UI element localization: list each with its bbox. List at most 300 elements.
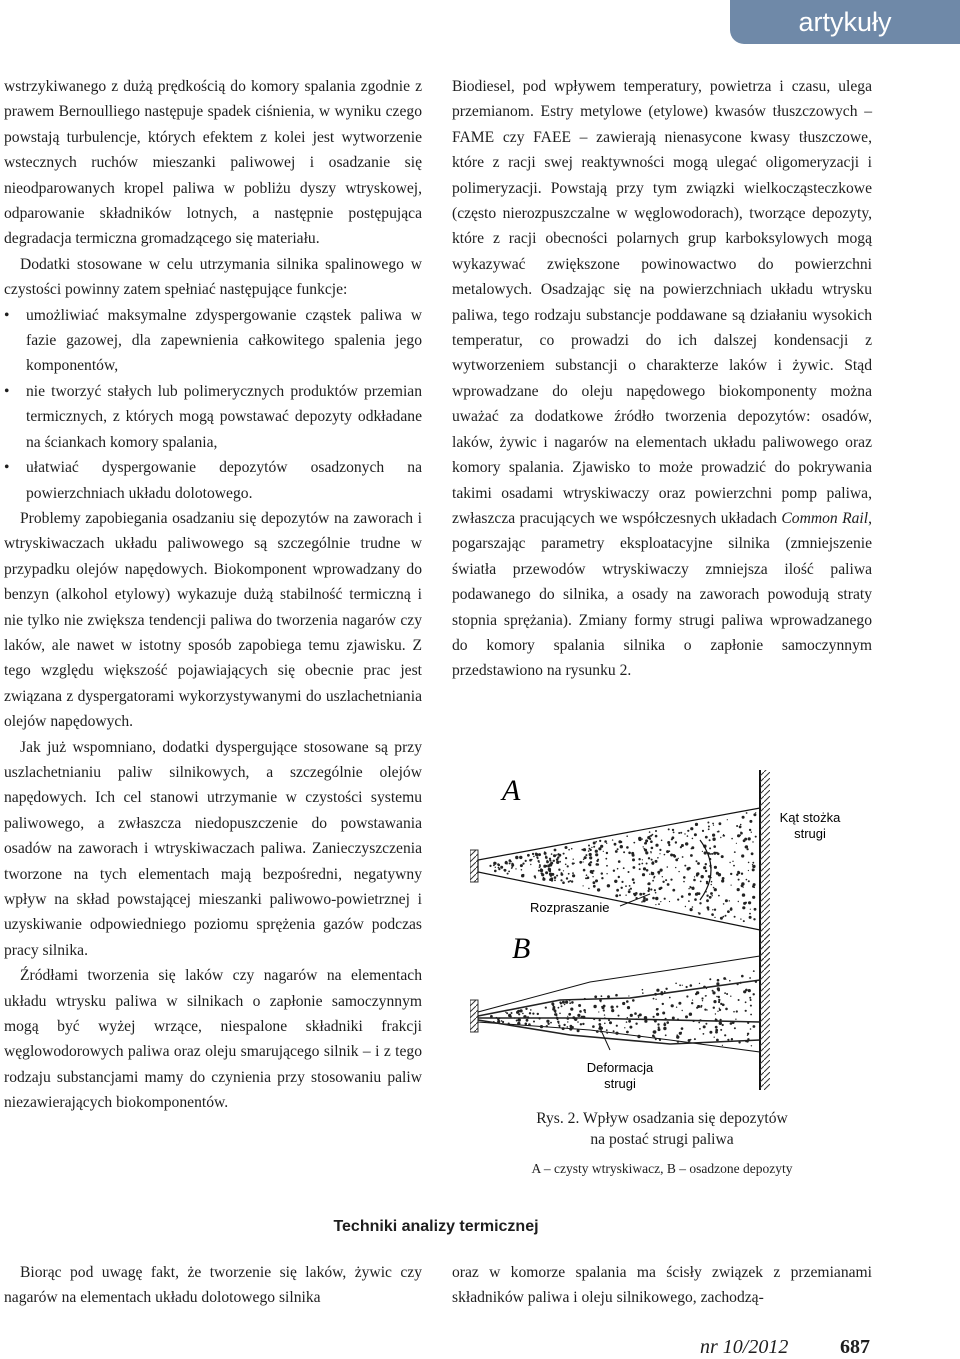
droplet (571, 1001, 574, 1004)
droplet (717, 853, 720, 856)
droplet (717, 1011, 718, 1012)
droplet (747, 1022, 749, 1024)
droplet (569, 1002, 571, 1004)
droplet (731, 838, 733, 840)
droplet (529, 859, 532, 862)
droplet (716, 982, 719, 985)
droplet (669, 997, 671, 999)
droplet (749, 997, 751, 999)
droplet (741, 873, 743, 875)
label-b: B (512, 932, 531, 965)
droplet (655, 897, 658, 900)
droplet (643, 848, 645, 850)
droplet (594, 995, 597, 998)
droplet (736, 825, 738, 827)
droplet (562, 881, 565, 884)
droplet (749, 977, 751, 979)
droplet (606, 852, 608, 854)
droplet (729, 862, 730, 863)
droplet (751, 852, 754, 855)
droplet (592, 1025, 595, 1028)
paragraph: Problemy zapobiegania osadzaniu się depozytów na zaworach i wtryskiwaczach układu paliwowego są szczególnie trudne w przypadku olejów napędowych. Biokomponent wprowadzany do benzyn (alkohol etylowy) wykazuje dużą stabilność termiczną i nie tylko nie zwiększa tendencji paliwa do tworzenia nagarów czy laków, ale nawet w istotny sposób zapobiega temu zjawisku. Z tego względu większość pojawiających się obecnie prac jest związana z dyspergatorami wykorzystywanymi do uszlachetniania olejów napędowych. (4, 509, 422, 731)
droplet (547, 865, 550, 868)
droplet (659, 853, 660, 854)
droplet (690, 886, 692, 888)
droplet (657, 1023, 659, 1025)
droplet (705, 863, 707, 865)
droplet (593, 842, 596, 845)
droplet (741, 884, 744, 887)
droplet (686, 986, 688, 988)
droplet (563, 870, 564, 871)
droplet (554, 849, 557, 852)
droplet (662, 1012, 665, 1015)
droplet (591, 847, 592, 848)
droplet (684, 865, 686, 867)
droplet (676, 1007, 677, 1008)
droplet (645, 899, 647, 901)
droplet (749, 913, 751, 915)
droplet (626, 1031, 629, 1034)
droplet (655, 1038, 657, 1040)
droplet (595, 879, 598, 882)
droplet (489, 865, 491, 867)
droplet (744, 838, 747, 841)
droplet (493, 864, 495, 866)
droplet (652, 862, 654, 864)
droplet (738, 879, 740, 881)
droplet (746, 879, 748, 881)
droplet (628, 1020, 631, 1023)
droplet (566, 877, 568, 879)
droplet (516, 1020, 518, 1022)
droplet (675, 841, 677, 843)
droplet (692, 1000, 693, 1001)
droplet (613, 1030, 615, 1032)
droplet (718, 999, 720, 1001)
droplet (588, 850, 590, 852)
droplet (755, 836, 757, 838)
droplet (667, 866, 669, 868)
droplet (636, 893, 637, 894)
wall-hatch-b (760, 930, 770, 1090)
droplet (521, 869, 523, 871)
droplet (654, 993, 657, 996)
droplet (599, 999, 602, 1002)
droplet (651, 859, 653, 861)
droplet (666, 850, 669, 853)
droplet (703, 1025, 706, 1028)
droplet (743, 902, 746, 905)
droplet (569, 1000, 570, 1001)
droplet (655, 904, 656, 905)
droplet (589, 853, 592, 856)
droplet (642, 859, 643, 860)
droplet (571, 880, 573, 882)
droplet (655, 830, 657, 832)
droplet (733, 1011, 735, 1013)
droplet (596, 1030, 599, 1033)
droplet (545, 871, 548, 874)
droplet (655, 860, 658, 863)
droplet (717, 979, 720, 982)
droplet (509, 862, 511, 864)
droplet (565, 846, 568, 849)
droplet (535, 853, 538, 856)
droplet (551, 853, 553, 855)
droplet (515, 856, 518, 859)
droplet (698, 912, 700, 914)
droplet (652, 897, 655, 900)
droplet (723, 903, 725, 905)
droplet (550, 862, 553, 865)
droplet (635, 1023, 637, 1025)
caption-line: Rys. 2. Wpływ osadzania się depozytów (536, 1110, 788, 1127)
droplet (626, 846, 629, 849)
caption-line: na postać strugi paliwa (590, 1131, 734, 1148)
droplet (561, 872, 563, 874)
droplet (616, 1025, 618, 1027)
droplet (745, 1010, 747, 1012)
issue-number: nr 10/2012 (700, 1336, 789, 1358)
droplet (750, 1005, 752, 1007)
droplet (701, 875, 704, 878)
droplet (751, 832, 752, 833)
paragraph (452, 74, 872, 684)
droplet (564, 1004, 566, 1006)
droplet (615, 894, 618, 897)
droplet (714, 1037, 715, 1038)
droplet (722, 916, 724, 918)
spray-cone-b (478, 956, 760, 1052)
droplet (600, 845, 603, 848)
droplet (735, 1019, 736, 1020)
droplet (660, 869, 663, 872)
droplet (665, 1034, 667, 1036)
droplet (724, 835, 726, 837)
droplet (679, 984, 681, 986)
droplet (691, 1002, 693, 1004)
droplet (642, 838, 643, 839)
droplet (578, 1004, 581, 1007)
droplet (530, 864, 531, 865)
droplet (712, 990, 714, 992)
droplet (588, 888, 590, 890)
droplet (682, 856, 684, 858)
droplet (648, 887, 650, 889)
droplet (518, 1023, 520, 1025)
droplet (525, 1008, 527, 1010)
droplet (752, 896, 755, 899)
droplet (558, 869, 560, 871)
droplet (700, 881, 702, 883)
droplet (736, 843, 737, 844)
droplet (632, 858, 635, 861)
droplet (616, 889, 619, 892)
droplet (655, 835, 658, 838)
droplet (498, 867, 500, 869)
droplet (654, 889, 656, 891)
droplet (649, 831, 651, 833)
droplet (573, 859, 574, 860)
droplet (632, 854, 635, 857)
droplet (639, 868, 641, 870)
droplet (736, 1010, 738, 1012)
droplet (515, 868, 516, 869)
droplet (747, 1033, 749, 1035)
droplet (514, 1017, 515, 1018)
droplet (638, 837, 641, 840)
droplet (752, 865, 755, 868)
droplet (741, 975, 744, 978)
droplet (661, 840, 663, 842)
droplet (753, 993, 755, 995)
droplet (740, 832, 743, 835)
droplet (742, 893, 745, 896)
droplet (593, 1005, 596, 1008)
droplet (730, 996, 731, 997)
droplet (672, 1017, 675, 1020)
droplet (633, 882, 635, 884)
droplet (628, 871, 630, 873)
droplet (543, 865, 546, 868)
droplet (530, 1009, 532, 1011)
droplet (704, 851, 707, 854)
droplet (627, 1006, 630, 1009)
droplet (715, 1013, 716, 1014)
droplet (643, 899, 646, 902)
droplet (625, 895, 626, 896)
droplet (688, 893, 691, 896)
droplet (732, 861, 733, 862)
droplet (560, 1003, 561, 1004)
droplet (638, 858, 640, 860)
droplet (525, 1024, 527, 1026)
deformation-label: Deformacja strugi (586, 1060, 654, 1091)
droplet (658, 903, 660, 905)
droplet (711, 853, 713, 855)
droplet (671, 1004, 674, 1007)
droplet (730, 873, 732, 875)
droplet (630, 1014, 633, 1017)
droplet (709, 978, 711, 980)
droplet (722, 1045, 723, 1046)
droplet (749, 829, 751, 831)
droplet (603, 851, 604, 852)
droplet (695, 893, 698, 896)
droplet (708, 826, 710, 828)
droplet (533, 1021, 535, 1023)
droplet (740, 824, 742, 826)
droplet (698, 1022, 700, 1024)
droplet (549, 870, 552, 873)
droplet (721, 855, 724, 858)
droplet (579, 861, 582, 864)
droplet (711, 884, 712, 885)
droplet (552, 1004, 554, 1006)
droplet (729, 980, 731, 982)
droplet (644, 1016, 647, 1019)
droplet (716, 996, 718, 998)
spray-cone-a (478, 808, 760, 930)
droplet (550, 1022, 552, 1024)
droplet (731, 885, 732, 886)
paragraph: Źródłami tworzenia się laków czy nagarów na elementach układu wtrysku paliwa w silnikach o zapłonie samoczynnym mogą być wyżej wrzące, niespalone składniki frakcji węglowodorowych paliwa oraz oleju smarującego silnik – i z tego rodzaju substancjami mamy do czynienia przy stosowaniu paliw niezawierających biokomponentów. (4, 967, 422, 1112)
droplet (628, 852, 631, 855)
droplet (561, 1005, 563, 1007)
droplet (511, 1012, 513, 1014)
droplet (738, 901, 739, 902)
section-heading: Techniki analizy termicznej (333, 1218, 539, 1235)
droplet (705, 870, 707, 872)
droplet (603, 1005, 606, 1008)
droplet (567, 1026, 569, 1028)
droplet (537, 858, 538, 859)
droplet (583, 859, 585, 861)
droplet (657, 871, 660, 874)
droplet (553, 854, 556, 857)
droplet (710, 892, 713, 895)
droplet (601, 995, 603, 997)
droplet (653, 1020, 654, 1021)
droplet (642, 992, 644, 994)
injector-nozzle-a (470, 850, 478, 882)
droplet (593, 881, 596, 884)
droplet (696, 860, 698, 862)
droplet (699, 902, 701, 904)
droplet (694, 1038, 696, 1040)
droplet (720, 1003, 722, 1005)
droplet (628, 995, 629, 996)
droplet (755, 812, 756, 813)
droplet (523, 874, 524, 875)
list-item: • nie tworzyć stałych lub polimerycznych produktów przemian termicznych, z których mogą powstawać depozyty odkładane na ściankach komory spalania, (4, 379, 422, 455)
droplet (553, 860, 555, 862)
droplet (752, 864, 753, 865)
droplet (557, 856, 559, 858)
droplet (648, 882, 651, 885)
droplet (739, 826, 742, 829)
droplet (707, 822, 709, 824)
droplet (673, 855, 676, 858)
droplet (618, 860, 621, 863)
droplet (699, 1028, 701, 1030)
paragraph: wstrzykiwanego z dużą prędkością do komory spalania zgodnie z prawem Bernoulliego następuje spadek ciśnienia, w wyniku czego powstają turbulencje, których efektem z kolei jest wytworzenie wstecznych ruchów mieszanki paliwowej i osadzanie się nieodparowanych kropel paliwa w pobliżu dyszy wtryskowej, odparowanie składników lotnych, a następnie postępująca degradacja termiczna gromadzącego się materiału. (4, 78, 422, 248)
droplet (637, 1035, 640, 1038)
droplet (650, 840, 653, 843)
droplet (502, 1021, 504, 1023)
droplet (659, 1039, 661, 1041)
section-left-text: Biorąc pod uwagę fakt, że tworzenie się laków, żywic czy nagarów na elementach układu dolotowego silnika (4, 1264, 422, 1307)
droplet (652, 880, 654, 882)
droplet (694, 876, 695, 877)
droplet (743, 920, 745, 922)
droplet (753, 1025, 756, 1028)
droplet (550, 875, 552, 877)
droplet (556, 854, 557, 855)
droplet (657, 857, 659, 859)
droplet (659, 887, 662, 890)
droplet (540, 1025, 543, 1028)
droplet (587, 876, 590, 879)
droplet (683, 881, 685, 883)
droplet (752, 841, 753, 842)
droplet (681, 844, 684, 847)
droplet (720, 917, 723, 920)
droplet (583, 869, 586, 872)
droplet (525, 860, 527, 862)
droplet (662, 1003, 664, 1005)
droplet (604, 840, 607, 843)
droplet (734, 916, 736, 918)
droplet (690, 908, 693, 911)
list-item: • ułatwiać dyspergowanie depozytów osadzonych na powierzchniach układu dolotowego. (4, 455, 422, 506)
droplet (583, 848, 586, 851)
droplet (715, 1018, 716, 1019)
droplet (681, 895, 684, 898)
droplet (745, 990, 747, 992)
droplet (572, 1026, 574, 1028)
droplet (737, 871, 740, 874)
droplet (753, 813, 756, 816)
droplet (554, 879, 556, 881)
droplet (660, 992, 663, 995)
droplet (741, 854, 744, 857)
droplet (750, 909, 751, 910)
droplet (734, 851, 736, 853)
emphasis-common-rail: Common Rail (781, 509, 869, 527)
droplet (558, 854, 561, 857)
droplet (694, 898, 697, 901)
droplet (621, 881, 623, 883)
droplet (558, 1022, 560, 1024)
droplet (642, 989, 644, 991)
droplet (704, 1009, 706, 1011)
droplet (677, 1018, 679, 1020)
droplet (700, 1006, 702, 1008)
droplet (720, 1019, 722, 1021)
droplet (570, 1008, 573, 1011)
droplet (568, 1013, 571, 1016)
droplet (679, 1032, 682, 1035)
droplet (572, 874, 575, 877)
droplet (520, 1009, 523, 1012)
droplet (606, 843, 607, 844)
droplet (715, 1026, 718, 1029)
droplet (668, 844, 670, 846)
droplet (749, 916, 752, 919)
droplet (522, 1013, 524, 1015)
droplet (534, 877, 536, 879)
droplet (675, 983, 677, 985)
droplet (608, 1019, 610, 1021)
droplet (607, 995, 610, 998)
droplet (656, 1013, 659, 1016)
droplet (606, 1032, 608, 1034)
droplet (746, 1040, 749, 1043)
droplet (583, 1009, 586, 1012)
droplet (705, 995, 706, 996)
droplet (524, 1016, 525, 1017)
label-a: A (502, 774, 521, 807)
droplet (507, 873, 509, 875)
droplet (670, 854, 673, 857)
droplet (700, 1042, 702, 1044)
droplet (733, 865, 735, 867)
droplet (527, 1016, 530, 1019)
droplet (626, 835, 628, 837)
droplet (599, 1019, 601, 1021)
